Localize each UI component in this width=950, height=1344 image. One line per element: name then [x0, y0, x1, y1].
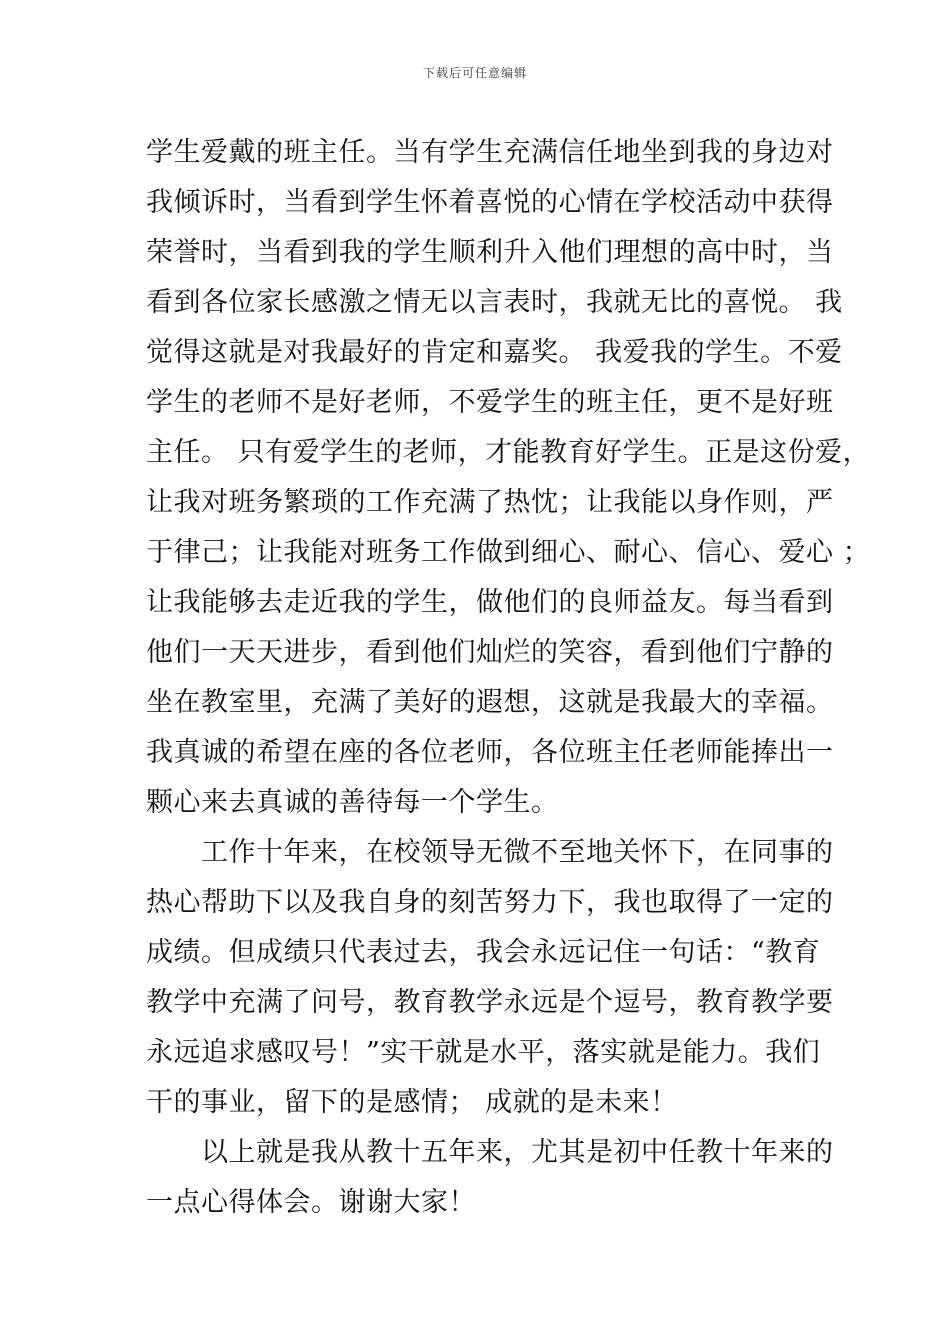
header-note: 下载后可任意编辑 [422, 66, 527, 80]
text-line: 我真诚的希望在座的各位老师，各位班主任老师能捧出一 [146, 737, 834, 768]
text-line: 工作十年来，在校领导无微不至地关怀下，在同事的 [146, 837, 834, 868]
text-line: 成绩。但成绩只代表过去，我会永远记住一句话：“教育 [146, 937, 821, 968]
text-line: 干的事业，留下的是感情； 成就的是未来！ [146, 1087, 678, 1118]
text-line: 以上就是我从教十五年来，尤其是初中任教十年来的 [146, 1137, 834, 1168]
text-line: 让我对班务繁琐的工作充满了热忱；让我能以身作则，严 [146, 487, 834, 518]
text-line: 热心帮助下以及我自身的刻苦努力下，我也取得了一定的 [146, 887, 834, 918]
text-line: 主任。 只有爱学生的老师，才能教育好学生。正是这份爱， [146, 437, 871, 468]
text-line: 我倾诉时，当看到学生怀着喜悦的心情在学校活动中获得 [146, 187, 834, 218]
text-line: 坐在教室里，充满了美好的遐想，这就是我最大的幸福。 [146, 687, 834, 718]
text-line: 永远追求感叹号！”实干就是水平，落实就是能力。我们 [146, 1037, 821, 1068]
text-line: 觉得这就是对我最好的肯定和嘉奖。 我爱我的学生。不爱 [146, 337, 843, 368]
text-line: 他们一天天进步，看到他们灿烂的笑容，看到他们宁静的 [146, 637, 834, 668]
text-line: 教学中充满了问号，教育教学永远是个逗号，教育教学要 [146, 987, 834, 1018]
text-line: 看到各位家长感激之情无以言表时，我就无比的喜悦。 我 [146, 287, 843, 318]
text-line: 让我能够去走近我的学生，做他们的良师益友。每当看到 [146, 587, 834, 618]
document-body [146, 128, 871, 1228]
text-line: 一点心得体会。谢谢大家！ [146, 1187, 476, 1218]
text-line: 荣誉时，当看到我的学生顺利升入他们理想的高中时，当 [146, 237, 834, 268]
text-line: 学生爱戴的班主任。当有学生充满信任地坐到我的身边对 [146, 137, 834, 168]
text-line: 颗心来去真诚的善待每一个学生。 [146, 787, 559, 818]
text-line: 于律己；让我能对班务工作做到细心、耐心、信心、爱心 ； [146, 537, 871, 568]
text-line: 学生的老师不是好老师，不爱学生的班主任，更不是好班 [146, 387, 834, 418]
